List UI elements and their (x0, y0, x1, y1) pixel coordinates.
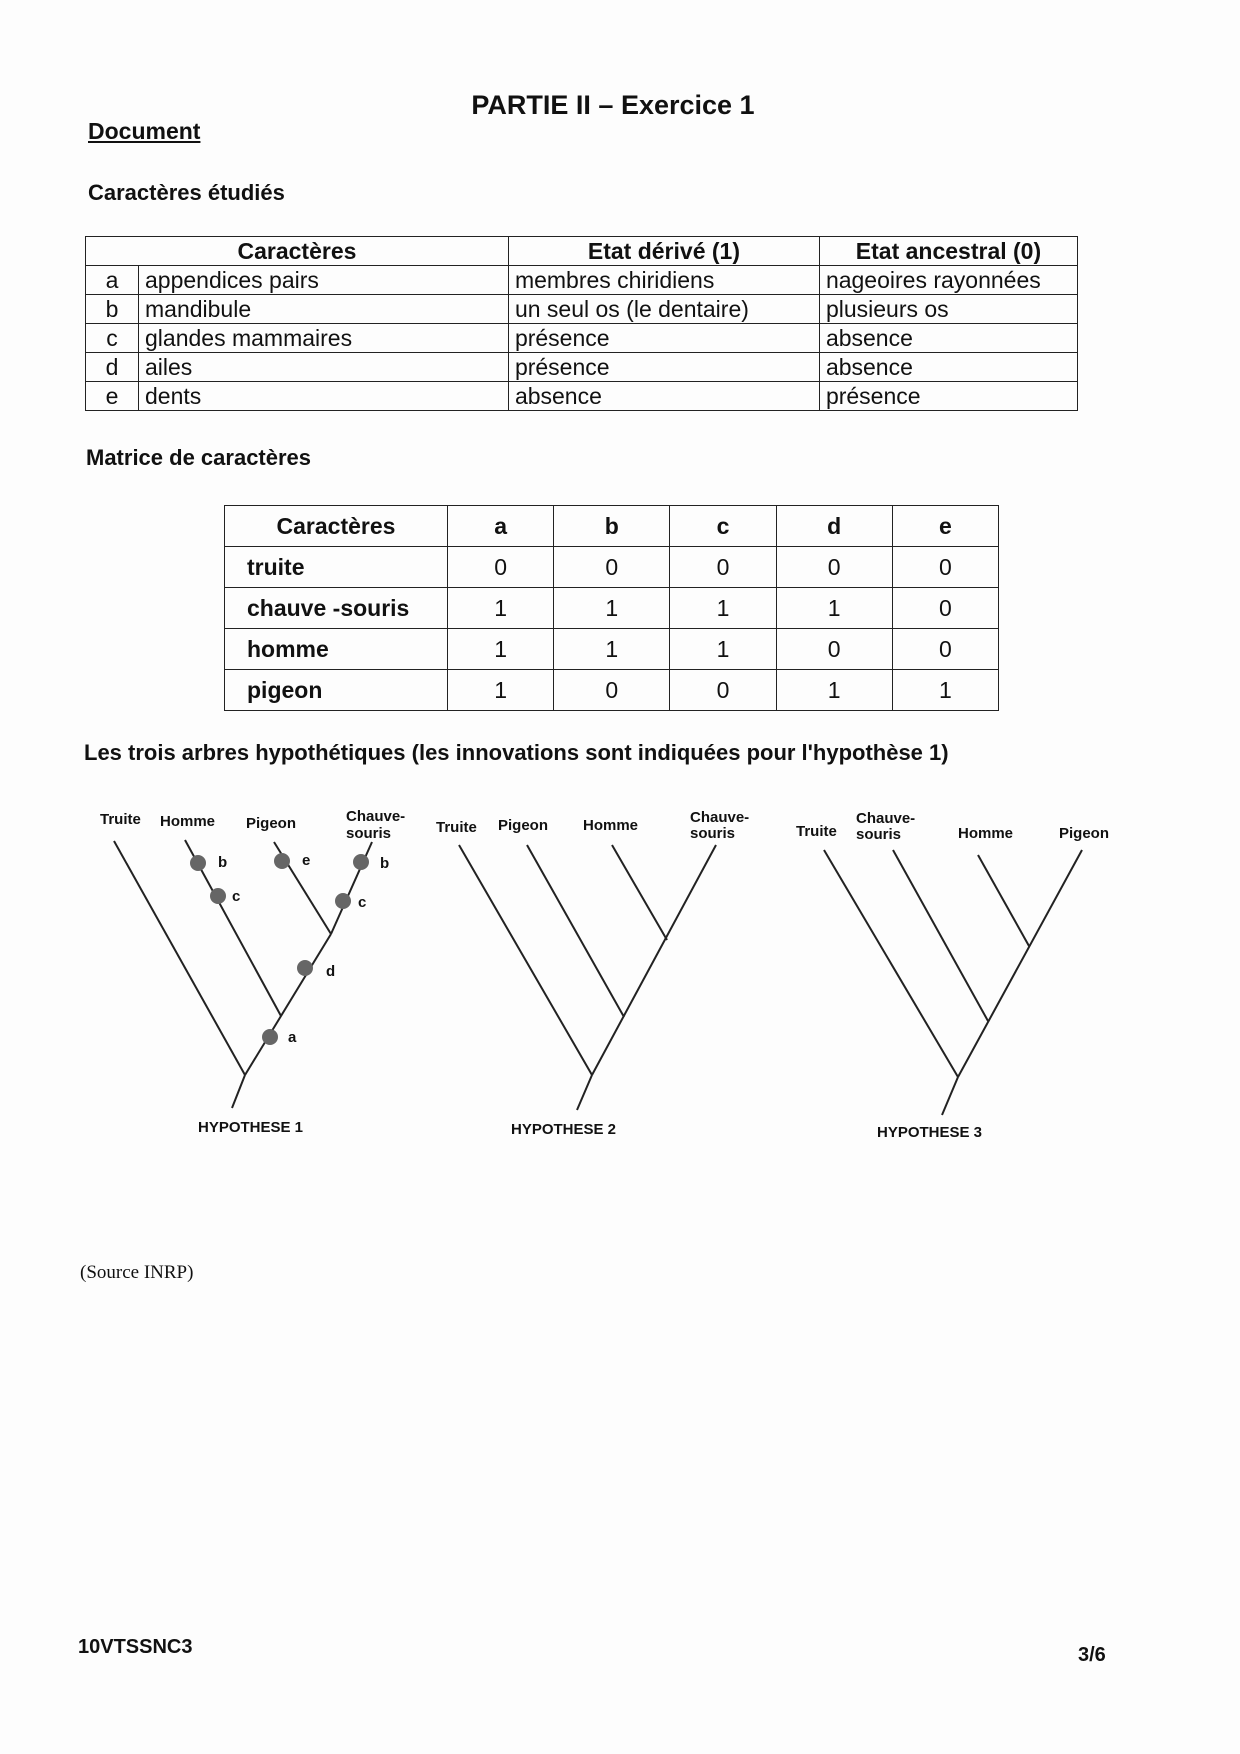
species-name: homme (225, 629, 448, 670)
matrix-cell: 1 (448, 588, 554, 629)
matrix-cell: 0 (448, 547, 554, 588)
character-name: ailes (139, 353, 509, 382)
character-name: mandibule (139, 295, 509, 324)
derived-state: un seul os (le dentaire) (508, 295, 819, 324)
character-id: e (86, 382, 139, 411)
matrix-cell: 1 (776, 670, 892, 711)
source-note: (Source INRP) (80, 1262, 194, 1283)
innovation-label: b (380, 855, 390, 872)
tree1-leaf: Truite (100, 811, 141, 828)
matrix-cell: 1 (448, 670, 554, 711)
matrix-col-header: e (892, 506, 998, 547)
tree3-leaf: Homme (958, 825, 1014, 842)
derived-state: présence (508, 324, 819, 353)
tree2-leaf: Truite (436, 819, 477, 836)
ancestral-state: présence (819, 382, 1077, 411)
character-id: b (86, 295, 139, 324)
matrix-cell: 1 (670, 629, 776, 670)
matrix-col-header: a (448, 506, 554, 547)
trees-heading: Les trois arbres hypothétiques (les innovations sont indiquées pour l'hypothèse 1) (84, 740, 949, 765)
tree3-leaf: souris (856, 826, 902, 843)
page-title: PARTIE II – Exercice 1 (471, 90, 755, 120)
character-name: dents (139, 382, 509, 411)
tree3-label: HYPOTHESE 3 (877, 1124, 983, 1141)
matrix-heading: Matrice de caractères (86, 445, 312, 470)
derived-state: absence (508, 382, 819, 411)
matrix-cell: 0 (892, 588, 998, 629)
ancestral-state: absence (819, 353, 1077, 382)
matrix-col-header: d (776, 506, 892, 547)
tree3-leaf: Truite (796, 823, 837, 840)
innovation-label: a (288, 1029, 297, 1046)
innovation-markers (190, 853, 369, 1045)
tree2-leaf: Pigeon (498, 817, 549, 834)
species-name: pigeon (225, 670, 448, 711)
col-header: Etat dérivé (1) (508, 237, 819, 266)
innovation-label: d (326, 963, 336, 980)
tree2-leaf: souris (690, 825, 736, 842)
page-number: 3/6 (1078, 1644, 1106, 1666)
tree1-leaf: Homme (160, 813, 216, 830)
innovation-marker (210, 888, 226, 904)
tree1-leaf: Chauve- (346, 808, 406, 825)
matrix-cell: 0 (776, 547, 892, 588)
character-id: c (86, 324, 139, 353)
character-name: glandes mammaires (139, 324, 509, 353)
innovation-marker (262, 1029, 278, 1045)
tree-hypothesis-2 (459, 845, 716, 1110)
matrix-cell: 0 (892, 629, 998, 670)
tree2-leaf: Chauve- (690, 809, 750, 826)
ancestral-state: plusieurs os (819, 295, 1077, 324)
tree2-label: HYPOTHESE 2 (511, 1121, 617, 1138)
innovation-label: c (232, 888, 241, 905)
col-header: Etat ancestral (0) (819, 237, 1077, 266)
innovation-marker (353, 854, 369, 870)
species-name: truite (225, 547, 448, 588)
innovation-marker (297, 960, 313, 976)
derived-state: membres chiridiens (508, 266, 819, 295)
matrix-cell: 1 (554, 588, 670, 629)
innovation-marker (274, 853, 290, 869)
matrix-col-header: b (554, 506, 670, 547)
matrix-cell: 0 (554, 547, 670, 588)
ancestral-state: nageoires rayonnées (819, 266, 1077, 295)
innovation-marker (190, 855, 206, 871)
matrix-cell: 1 (892, 670, 998, 711)
tree2-leaf: Homme (583, 817, 639, 834)
matrix-cell: 0 (670, 670, 776, 711)
characters-heading: Caractères étudiés (88, 180, 285, 205)
species-name: chauve -souris (225, 588, 448, 629)
tree1-leaf: souris (346, 825, 392, 842)
matrix-cell: 1 (776, 588, 892, 629)
innovation-label: c (358, 894, 367, 911)
character-id: a (86, 266, 139, 295)
matrix-cell: 0 (554, 670, 670, 711)
matrix-col-header: Caractères (225, 506, 448, 547)
ancestral-state: absence (819, 324, 1077, 353)
tree1-label: HYPOTHESE 1 (198, 1119, 304, 1136)
character-id: d (86, 353, 139, 382)
matrix-col-header: c (670, 506, 776, 547)
matrix-cell: 0 (892, 547, 998, 588)
innovation-label: e (302, 852, 311, 869)
matrix-cell: 1 (554, 629, 670, 670)
matrix-cell: 0 (670, 547, 776, 588)
innovation-label: b (218, 854, 228, 871)
matrix-cell: 0 (776, 629, 892, 670)
tree1-leaf: Pigeon (246, 815, 297, 832)
matrix-cell: 1 (670, 588, 776, 629)
document-code: 10VTSSNC3 (78, 1636, 193, 1658)
innovation-marker (335, 893, 351, 909)
tree3-leaf: Chauve- (856, 810, 916, 827)
tree-hypothesis-3 (824, 850, 1082, 1115)
tree3-leaf: Pigeon (1059, 825, 1110, 842)
matrix-cell: 1 (448, 629, 554, 670)
derived-state: présence (508, 353, 819, 382)
character-name: appendices pairs (139, 266, 509, 295)
col-header: Caractères (86, 237, 509, 266)
document-label: Document (88, 118, 201, 144)
